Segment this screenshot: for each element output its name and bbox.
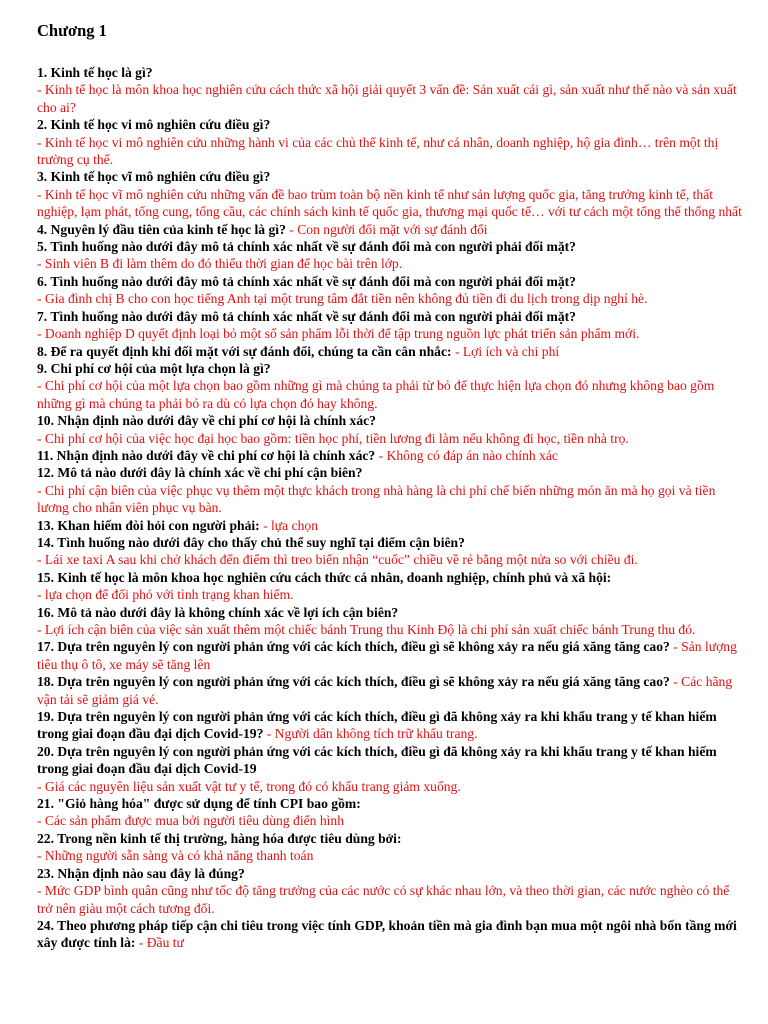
question-text: 22. Trong nền kinh tế thị trường, hàng hóa được tiêu dùng bởi: xyxy=(37,830,402,846)
question-text: 14. Tình huống nào dưới đây cho thấy chủ thể suy nghĩ tại điểm cận biên? xyxy=(37,534,465,550)
question-text: 24. Theo phương pháp tiếp cận chi tiêu trong việc tính GDP, khoản tiền mà gia đình bạn mua một ngôi nhà bốn tầng mới xây được tính là: xyxy=(37,917,737,951)
qa-item xyxy=(37,273,744,308)
question-text: 20. Dựa trên nguyên lý con người phản ứng với các kích thích, điều gì đã không xảy ra khi khẩu trang y tế khan hiếm trong giai đoạn đầu đại dịch Covid-19 xyxy=(37,743,717,777)
qa-item xyxy=(37,917,744,952)
question-text: 9. Chi phí cơ hội của một lựa chọn là gì? xyxy=(37,360,271,376)
qa-item xyxy=(37,412,744,447)
answer-text: - Gia đình chị B cho con học tiếng Anh tại một trung tâm đắt tiền nên không đủ tiền đi du lịch trong dịp nghỉ hè. xyxy=(37,291,648,307)
answer-text: - Kinh tế học là môn khoa học nghiên cứu cách thức xã hội giải quyết 3 vấn đề: Sản xuất cái gì, sản xuất như thế nào và sản xuất cho ai? xyxy=(37,82,737,115)
question-text: 11. Nhận định nào dưới đây về chi phí cơ hội là chính xác? xyxy=(37,447,376,463)
answer-text: - Lợi ích và chi phí xyxy=(454,343,560,359)
answer-text: - Kinh tế học vĩ mô nghiên cứu những vấn đề bao trùm toàn bộ nền kinh tế như sản lượng quốc gia, tăng trưởng kinh tế, thất nghiệp, lạm phát, tổng cung, tổng cầu, các chính sách kinh tế quốc gia, thương mại quốc tế… với tư cách một tổng thể thống nhất xyxy=(37,186,742,220)
qa-item xyxy=(37,360,744,412)
answer-text: - Những người sẵn sàng và có khả năng thanh toán xyxy=(37,848,314,864)
question-text: 19. Dựa trên nguyên lý con người phản ứng với các kích thích, điều gì đã không xảy ra khi khẩu trang y tế khan hiếm trong giai đoạn đầu đại dịch Covid-19? xyxy=(37,709,717,742)
question-text: 12. Mô tả nào dưới đây là chính xác về chi phí cận biên? xyxy=(37,465,363,481)
answer-text: - Sinh viên B đi làm thêm do đó thiếu thời gian để học bài trên lớp. xyxy=(37,256,403,272)
qa-item xyxy=(37,238,744,273)
chapter-title: Chương 1 xyxy=(37,21,107,40)
qa-item xyxy=(37,708,744,743)
answer-text: - lựa chọn để đối phó với tình trạng khan hiếm. xyxy=(37,587,294,603)
qa-item xyxy=(37,464,744,516)
answer-text: - Chi phí cận biên của việc phục vụ thêm một thực khách trong nhà hàng là chi phí chế biến những món ăn mà họ gọi và tiền lương cho nhân viên phục vụ bàn. xyxy=(37,482,716,516)
answer-text: - Không có đáp án nào chính xác xyxy=(378,447,558,463)
answer-text: - Đầu tư xyxy=(138,935,184,951)
qa-item xyxy=(37,604,744,639)
question-text: 17. Dựa trên nguyên lý con người phản ứng với các kích thích, điều gì sẽ không xảy ra nếu giá xăng tăng cao? xyxy=(37,639,670,655)
answer-text: - Doanh nghiệp D quyết định loại bỏ một số sản phẩm lỗi thời để tập trung nguồn lực phát triển sản phẩm mới. xyxy=(37,326,640,342)
qa-item xyxy=(37,795,744,830)
question-answer-list xyxy=(37,64,744,952)
question-text: 6. Tình huống nào dưới đây mô tả chính xác nhất về sự đánh đổi mà con người phải đối mặt? xyxy=(37,273,576,289)
question-text: 3. Kinh tế học vĩ mô nghiên cứu điều gì? xyxy=(37,169,271,185)
question-text: 7. Tình huống nào dưới đây mô tả chính xác nhất về sự đánh đổi mà con người phải đối mặt? xyxy=(37,308,576,324)
question-text: 15. Kinh tế học là môn khoa học nghiên cứu cách thức cá nhân, doanh nghiệp, chính phủ và xã hội: xyxy=(37,569,612,585)
answer-text: - Sản lượng tiêu thụ ô tô, xe máy sẽ tăng lên xyxy=(37,639,737,672)
qa-item xyxy=(37,830,744,865)
question-text: 23. Nhận định nào sau đây là đúng? xyxy=(37,865,245,881)
qa-item xyxy=(37,343,744,360)
question-text: 1. Kinh tế học là gì? xyxy=(37,65,153,80)
answer-text: - Mức GDP bình quân cũng như tốc độ tăng trưởng của các nước có sự khác nhau lớn, và theo thời gian, các nước nghèo có thể trở nên giàu một cách tương đối. xyxy=(37,883,730,916)
qa-item xyxy=(37,865,744,917)
answer-text: - lựa chọn xyxy=(263,517,319,533)
question-text: 21. "Giỏ hàng hóa" được sử dụng để tính CPI bao gồm: xyxy=(37,796,361,812)
answer-text: - Các sản phẩm được mua bởi người tiêu dùng điển hình xyxy=(37,813,344,829)
qa-item xyxy=(37,569,744,604)
answer-text: - Các hãng vận tải sẽ giảm giá vé. xyxy=(37,674,733,707)
qa-item xyxy=(37,168,744,220)
qa-item xyxy=(37,308,744,343)
qa-item xyxy=(37,221,744,238)
answer-text: - Kinh tế học vi mô nghiên cứu những hành vi của các chủ thể kinh tế, như cá nhân, doanh nghiệp, hộ gia đình… trên một thị trường cụ thể. xyxy=(37,134,719,168)
qa-item xyxy=(37,447,744,464)
answer-text: - Chi phí cơ hội của một lựa chọn bao gồm những gì mà chúng ta phải từ bỏ để thực hiện lựa chọn đó nhưng không bao gồm những gì mà chúng ta phải bỏ ra dù có lựa chọn đó hay không. xyxy=(37,378,715,411)
qa-item xyxy=(37,673,744,708)
question-text: 10. Nhận định nào dưới đây về chi phí cơ hội là chính xác? xyxy=(37,413,376,429)
qa-item xyxy=(37,64,744,116)
answer-text: - Chi phí cơ hội của việc học đại học bao gồm: tiền học phí, tiền lương đi làm nếu không đi học, tiền nhà trọ. xyxy=(37,430,629,446)
answer-text: - Người dân không tích trữ khẩu trang. xyxy=(266,726,478,742)
question-text: 5. Tình huống nào dưới đây mô tả chính xác nhất về sự đánh đổi mà con người phải đối mặt? xyxy=(37,239,576,255)
qa-item xyxy=(37,116,744,168)
answer-text: - Lợi ích cận biên của việc sản xuất thêm một chiếc bánh Trung thu Kinh Độ là chi phí sản xuất chiếc bánh Trung thu đó. xyxy=(37,622,696,637)
question-text: 16. Mô tả nào dưới đây là không chính xác về lợi ích cận biên? xyxy=(37,604,399,620)
question-text: 18. Dựa trên nguyên lý con người phản ứng với các kích thích, điều gì sẽ không xảy ra nếu giá xăng tăng cao? xyxy=(37,674,670,690)
question-text: 8. Để ra quyết định khi đối mặt với sự đánh đổi, chúng ta cần cân nhắc: xyxy=(37,343,452,359)
answer-text: - Con người đối mặt với sự đánh đổi xyxy=(289,221,488,237)
question-text: 13. Khan hiếm đòi hỏi con người phải: xyxy=(37,517,260,533)
qa-item xyxy=(37,743,744,795)
qa-item xyxy=(37,638,744,673)
qa-item xyxy=(37,534,744,569)
qa-item xyxy=(37,517,744,534)
answer-text: - Lái xe taxi A sau khi chở khách đến điểm thì treo biển nhận “cuốc” chiều về rẻ bằng một nửa so với chiều đi. xyxy=(37,552,638,568)
question-text: 2. Kinh tế học vi mô nghiên cứu điều gì? xyxy=(37,117,271,133)
answer-text: - Giá các nguyên liệu sản xuất vật tư y tế, trong đó có khẩu trang giảm xuống. xyxy=(37,778,461,794)
question-text: 4. Nguyên lý đầu tiên của kinh tế học là gì? xyxy=(37,221,286,237)
